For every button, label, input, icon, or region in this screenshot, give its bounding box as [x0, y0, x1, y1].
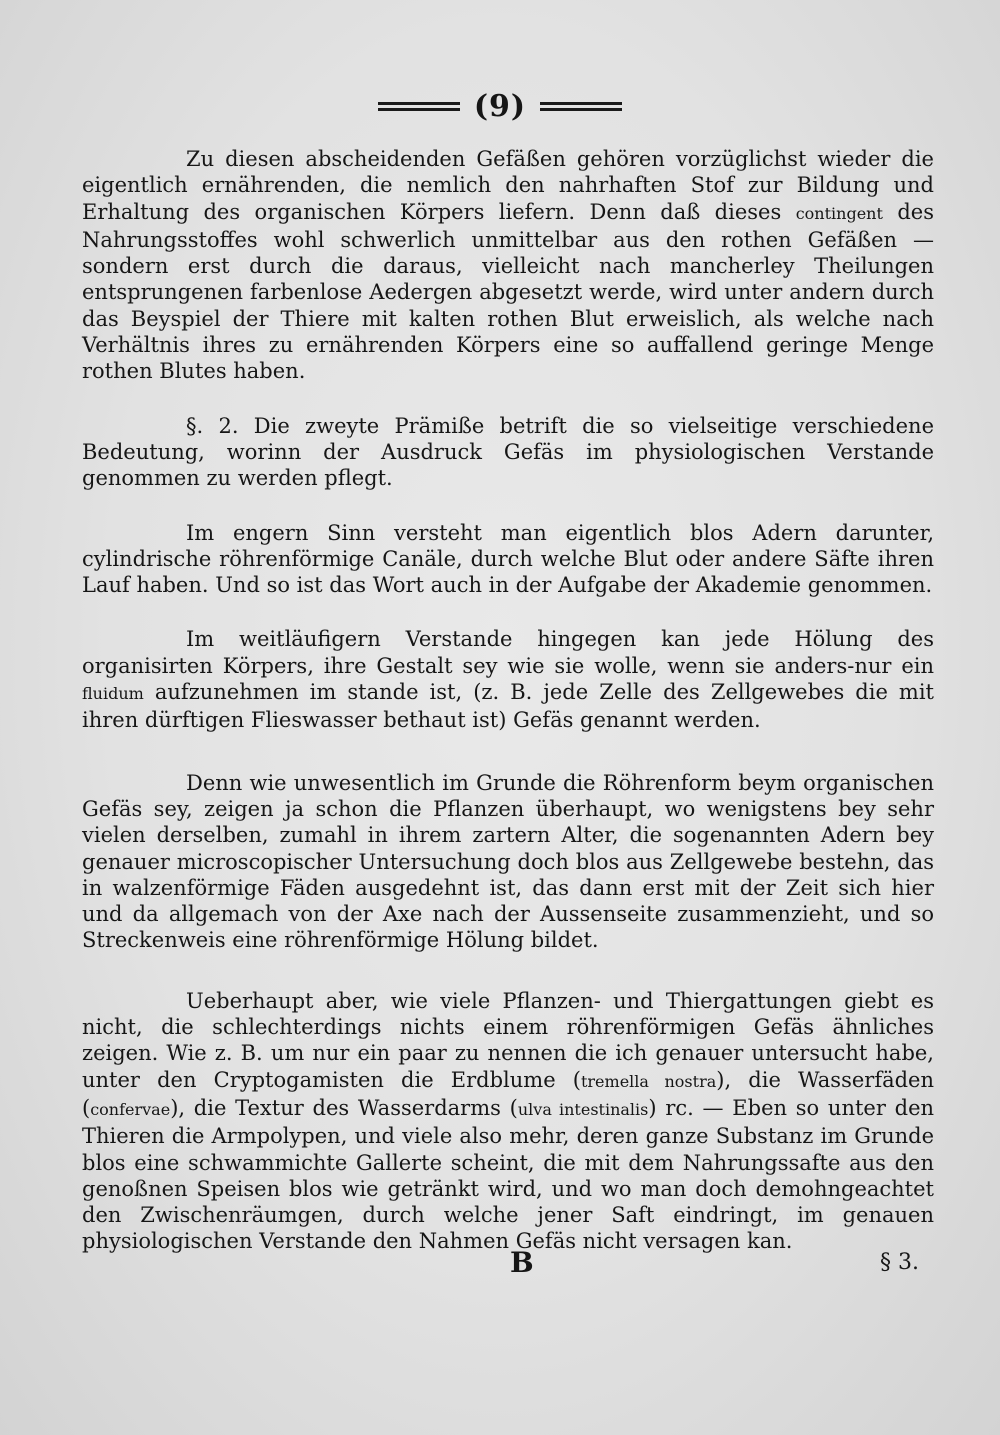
latin-term: confervae — [90, 1099, 171, 1119]
latin-term: ulva intestinalis — [517, 1099, 649, 1119]
paragraph-5: Denn wie unwesentlich im Grunde die Röhrenform beym organischen Gefäs sey, zeigen ja schon die Pflanzen überhaupt, wo wenigstens bey sehr vielen derselben, zumahl in ihrem zartern Alter, die sogenannten Adern bey genauer microscopischer Untersuchung doch blos aus Zellgewebe bestehn, das in walzenförmige Fäden ausgedehnt ist, das dann erst mit der Zeit sich hier und da allgemach von der Axe nach der Aussenseite zusammenzieht, und so Streckenweis eine röhrenförmige Hölung bildet. — [82, 770, 934, 953]
paragraph-6-text-c: ), die Textur des Wasserdarms ( — [170, 1095, 518, 1120]
paragraph-1 — [82, 146, 934, 385]
paragraph-1-text-a: Zu diesen abscheidenden Gefäßen gehören vorzüglichst wieder die eigentlich ernährenden, die nemlich den nahrhaften Stof zur Bildung und Erhaltung des organischen Körpers liefern. Denn daß dieses — [82, 147, 934, 224]
page-header — [0, 86, 1000, 126]
section-2-paragraph: §. 2. Die zweyte Prämiße betrift die so vielseitige verschiedene Bedeutung, worinn der Ausdruck Gefäs im physiologischen Verstande genommen zu werden pflegt. — [82, 413, 934, 491]
paragraph-4-text-a: Im weitläufigern Verstande hingegen kan jede Hölung des organisirten Körpers, ihre Gestalt sey wie sie wolle, wenn sie anders-nur ein — [82, 627, 934, 678]
signature-mark: B — [510, 1246, 534, 1279]
paragraph-6-text-a: Ueberhaupt aber, wie viele Pflanzen- und Thiergattungen giebt es nicht, die schlechterdings nichts einem röhrenförmigen Gefäs ähnliches zeigen. Wie z. B. um nur ein paar zu nennen die ich genauer untersucht habe, unter den Cryptogamisten die Erdblume ( — [82, 988, 934, 1092]
latin-term: fluidum — [82, 684, 144, 704]
catchword: § 3. — [880, 1250, 919, 1275]
paragraph-6 — [82, 988, 934, 1255]
paragraph-3: Im engern Sinn versteht man eigentlich blos Adern darunter, cylindrische röhrenförmige Canäle, durch welche Blut oder andere Säfte ihren Lauf haben. Und so ist das Wort auch in der Aufgabe der Akademie genommen. — [82, 520, 934, 598]
paragraph-6-text-b: ), die Wasserfäden ( — [82, 1067, 935, 1120]
header-rule-right — [540, 102, 622, 111]
page-number: (9) — [473, 88, 527, 124]
page-footer — [0, 1246, 1000, 1286]
paragraph-1-text-b: des Nahrungsstoffes wohl schwerlich unmittelbar aus den rothen Gefäßen — sondern erst durch die daraus, vielleicht nach mancherley Theilungen entsprungenen farbenlose Aedergen abgesetzt werde, wird unter andern durch das Beyspiel der Thiere mit kalten rothen Blut erweislich, als welche nach Verhältnis ihres zu ernährenden Körpers eine so auffallend geringe Menge rothen Blutes haben. — [82, 199, 934, 384]
paragraph-6-text-d: ) rc. — Eben so unter den Thieren die Armpolypen, und viele also mehr, deren ganze Substanz im Grunde blos eine schwammichte Gallerte scheint, die mit dem Nahrungssafte aus den genoßnen Speisen blos wie getränkt wird, und wo man doch demohngeachtet den Zwischenräumgen, durch welche jener Saft eindringt, im genauen physiologischen Verstande den Nahmen Gefäs nicht versagen kan. — [82, 1095, 935, 1254]
paragraph-4-text-b: aufzunehmen im stande ist, (z. B. jede Zelle des Zellgewebes die mit ihren dürftigen Flieswasser bethaut ist) Gefäs genannt werden. — [82, 680, 934, 733]
page-body — [82, 146, 934, 1255]
header-rule-left — [378, 102, 460, 111]
paragraph-4 — [82, 626, 934, 733]
latin-term: contingent — [795, 203, 883, 223]
latin-term: tremella nostra — [580, 1071, 717, 1091]
